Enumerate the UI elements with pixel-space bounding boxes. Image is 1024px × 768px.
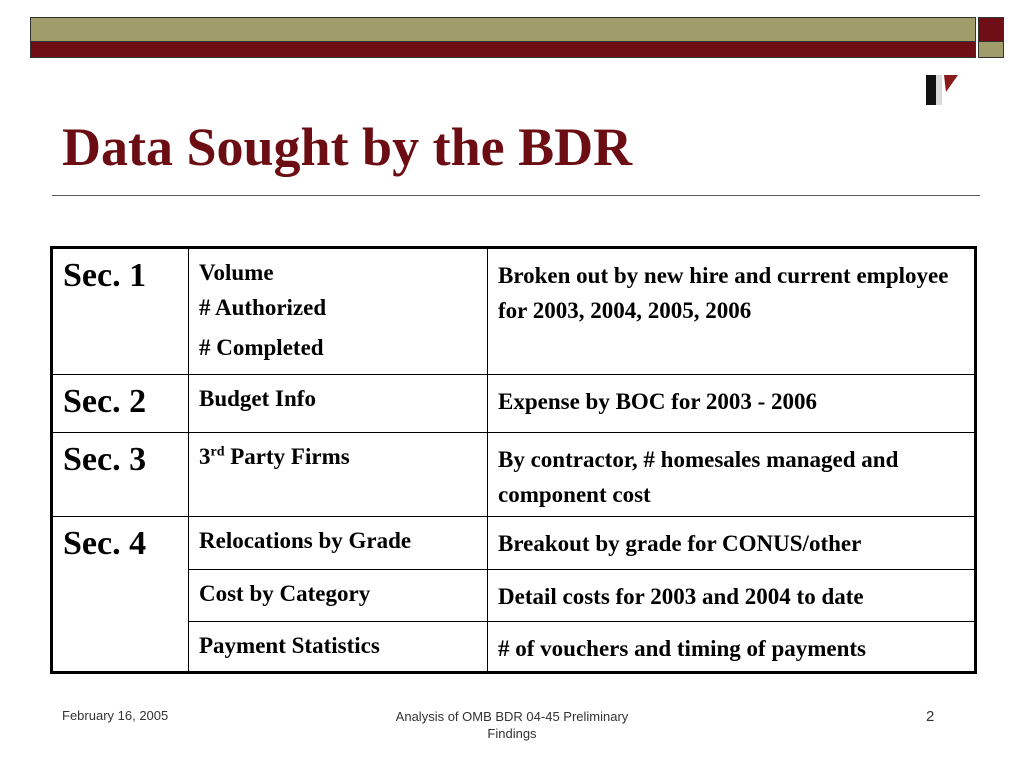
table-row — [52, 570, 976, 622]
table-row — [52, 248, 976, 375]
header-bar-red — [30, 42, 976, 58]
section-cell: Sec. 3 — [52, 433, 189, 517]
items-cell: Cost by Category — [189, 570, 488, 622]
section-cell: Sec. 2 — [52, 375, 189, 433]
details-cell: # of vouchers and timing of payments — [488, 622, 976, 673]
items-text: Party Firms — [224, 444, 350, 469]
table-row — [52, 517, 976, 570]
footer-date: February 16, 2005 — [62, 708, 169, 723]
details-cell: Expense by BOC for 2003 - 2006 — [488, 375, 976, 433]
items-cell: Payment Statistics — [189, 622, 488, 673]
item-line: # Completed — [199, 335, 324, 360]
header-square-olive — [978, 42, 1004, 58]
items-cell: Relocations by Grade — [189, 517, 488, 570]
item-line: Volume — [199, 260, 274, 285]
slide-title: Data Sought by the BDR — [62, 117, 633, 177]
data-table — [50, 246, 977, 674]
header-bar-olive — [30, 17, 976, 42]
ordinal-suffix: rd — [210, 444, 225, 460]
table-row — [52, 433, 976, 517]
table-row — [52, 375, 976, 433]
details-cell: By contractor, # homesales managed and component cost — [488, 433, 976, 517]
item-line: # Authorized — [199, 295, 327, 320]
items-cell — [189, 433, 488, 517]
items-cell — [189, 248, 488, 375]
items-cell: Budget Info — [189, 375, 488, 433]
details-cell: Broken out by new hire and current employee for 2003, 2004, 2005, 2006 — [488, 248, 976, 375]
title-divider — [52, 195, 980, 196]
header-square-red — [978, 17, 1004, 42]
table-row — [52, 622, 976, 673]
section-cell: Sec. 4 — [52, 517, 189, 673]
section-cell: Sec. 1 — [52, 248, 189, 375]
footer-title: Analysis of OMB BDR 04-45 Preliminary Findings — [395, 709, 629, 741]
details-cell: Breakout by grade for CONUS/other — [488, 517, 976, 570]
details-cell: Detail costs for 2003 and 2004 to date — [488, 570, 976, 622]
logo-mark-icon — [924, 72, 962, 108]
page-number: 2 — [926, 708, 935, 725]
ordinal-number: 3 — [199, 444, 211, 469]
